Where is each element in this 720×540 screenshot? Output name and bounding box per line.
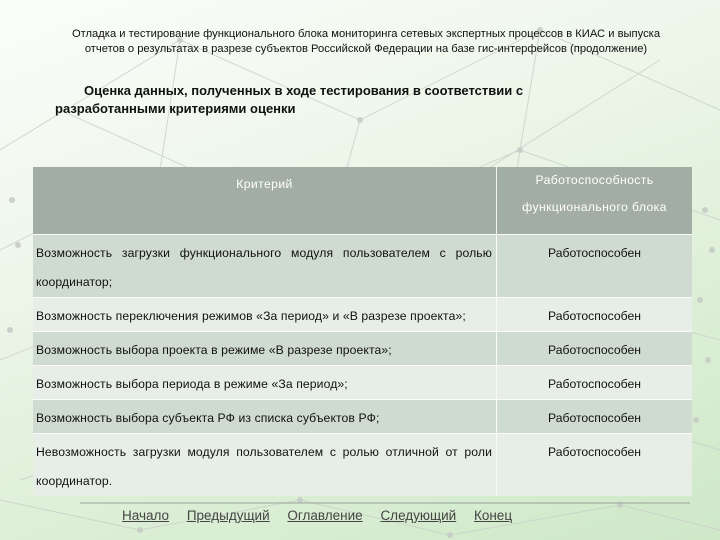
column-header-status-line-1: Работоспособность — [535, 173, 654, 187]
table-row — [33, 434, 692, 497]
nav-start-link[interactable]: Начало — [122, 508, 170, 523]
column-header-status-line-2: функционального блока — [522, 200, 667, 214]
column-header-status — [497, 167, 693, 235]
status-cell: Работоспособен — [497, 366, 693, 400]
section-heading-line-1: Оценка данных, полученных в ходе тестирования в соответствии с — [84, 83, 524, 98]
nav-contents-link[interactable]: Оглавление — [287, 508, 363, 523]
nav-end-link[interactable]: Конец — [473, 508, 513, 523]
table-row — [33, 400, 692, 434]
criterion-cell: Возможность выбора субъекта РФ из списка субъектов РФ; — [33, 400, 497, 434]
table-row — [33, 332, 692, 366]
column-header-criterion: Критерий — [33, 167, 497, 235]
slide-title-line-2: отчетов о результатах в разрезе субъектов Российской Федерации на базе гис-интерфейсов (продолжение) — [84, 43, 648, 55]
status-cell: Работоспособен — [497, 235, 693, 298]
status-cell: Работоспособен — [497, 332, 693, 366]
criterion-cell: Возможность выбора периода в режиме «За период»; — [33, 366, 497, 400]
criterion-cell: Возможность выбора проекта в режиме «В разрезе проекта»; — [33, 332, 497, 366]
criterion-cell: Возможность загрузки функционального модуля пользователем с ролью координатор; — [33, 235, 497, 298]
slide-title-line-1: Отладка и тестирование функционального блока мониторинга сетевых экспертных процессов в КИАС и выпуска — [71, 28, 661, 40]
status-cell: Работоспособен — [497, 400, 693, 434]
table-row — [33, 366, 692, 400]
nav-previous-link[interactable]: Предыдущий — [186, 508, 270, 523]
section-heading-line-2: разработанными критериями оценки — [55, 101, 296, 116]
criteria-table — [33, 167, 692, 496]
nav-next-link[interactable]: Следующий — [380, 508, 457, 523]
navigation-bar — [122, 508, 526, 523]
slide-title — [36, 27, 696, 57]
section-heading — [50, 82, 590, 118]
status-cell: Работоспособен — [497, 434, 693, 497]
criterion-cell: Невозможность загрузки модуля пользователем с ролью отличной от роли координатор. — [33, 434, 497, 497]
table-row — [33, 235, 692, 298]
criterion-cell: Возможность переключения режимов «За период» и «В разрезе проекта»; — [33, 298, 497, 332]
table-row — [33, 298, 692, 332]
status-cell: Работоспособен — [497, 298, 693, 332]
table-header-row — [33, 167, 692, 235]
